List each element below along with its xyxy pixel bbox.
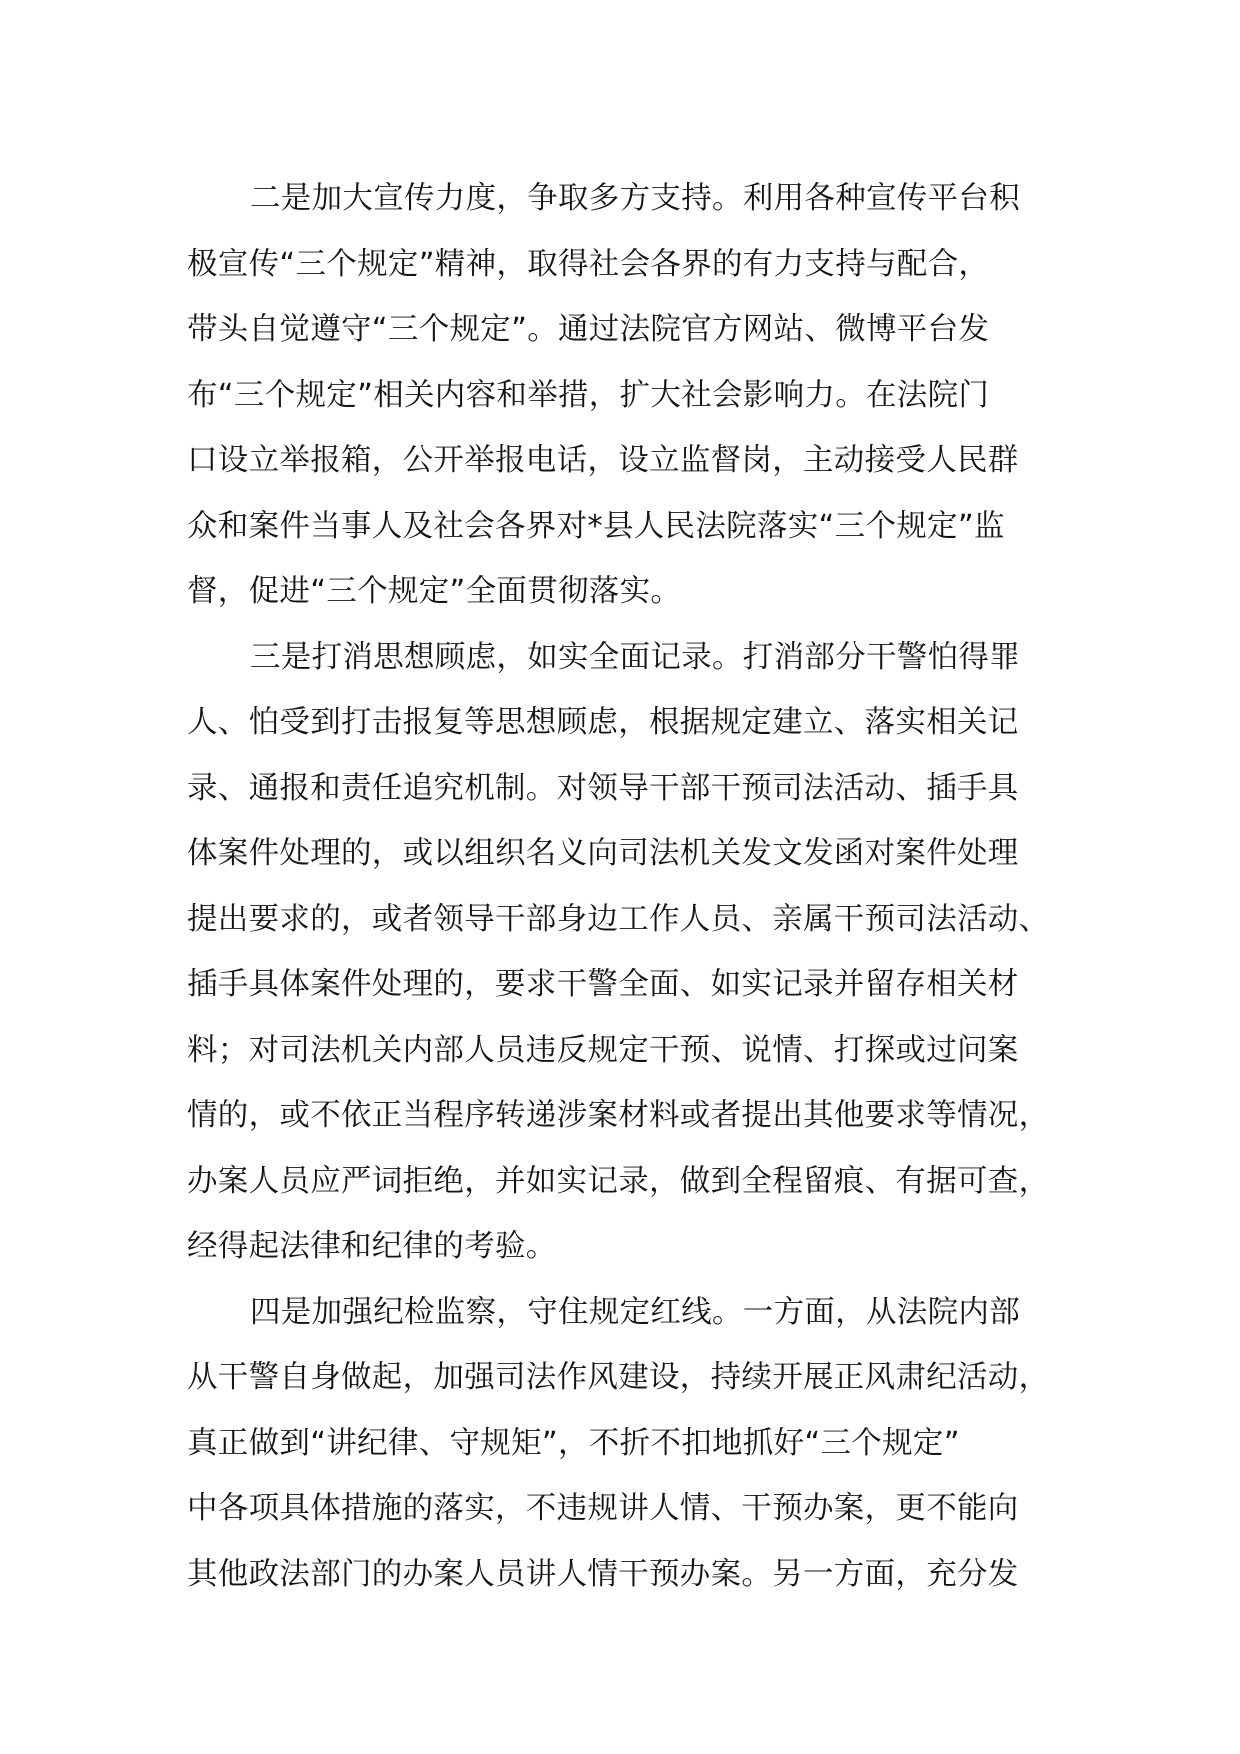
text-line: 情的，或不依正当程序转递涉案材料或者提出其他要求等情况，: [187, 1098, 1050, 1133]
text-line: 体案件处理的，或以组织名义向司法机关发文发函对案件处理: [187, 836, 1019, 871]
text-line: 录、通报和责任追究机制。对领导干部干预司法活动、插手具: [187, 770, 1019, 806]
text-line: 料；对司法机关内部人员违反规定干预、说情、打探或过问案: [187, 1032, 1019, 1068]
text-line: 经得起法律和纪律的考验。: [187, 1229, 557, 1264]
text-line: 插手具体案件处理的，要求干警全面、如实记录并留存相关材: [187, 967, 1019, 1002]
text-line: 从干警自身做起，加强司法作风建设，持续开展正风肃纪活动，: [187, 1360, 1050, 1395]
text-line: 众和案件当事人及社会各界对*县人民法院落实“三个规定”监: [187, 508, 1005, 544]
text-line: 其他政法部门的办案人员讲人情干预办案。另一方面，充分发: [187, 1556, 1019, 1592]
text-line: 口设立举报箱，公开举报电话，设立监督岗，主动接受人民群: [187, 443, 1019, 478]
text-line: 真正做到“讲纪律、守规矩”，不折不扣地抓好“三个规定”: [187, 1425, 960, 1461]
document-body: [187, 166, 1077, 1607]
text-line: 提出要求的，或者领导干部身边工作人员、亲属干预司法活动、: [187, 901, 1050, 937]
text-line: 二是加大宣传力度，争取多方支持。利用各种宣传平台积: [250, 181, 1020, 216]
text-line: 四是加强纪检监察，守住规定红线。一方面，从法院内部: [250, 1294, 1020, 1330]
text-line: 人、怕受到打击报复等思想顾虑，根据规定建立、落实相关记: [187, 705, 1019, 740]
text-line: 办案人员应严词拒绝，并如实记录，做到全程留痕、有据可查，: [187, 1163, 1050, 1199]
text-line: 督，促进“三个规定”全面贯彻落实。: [187, 574, 682, 609]
text-line: 带头自觉遵守“三个规定”。通过法院官方网站、微博平台发: [187, 312, 990, 347]
text-line: 极宣传“三个规定”精神，取得社会各界的有力支持与配合，: [187, 246, 990, 282]
text-line: 布“三个规定”相关内容和举措，扩大社会影响力。在法院门: [187, 377, 990, 413]
text-line: 三是打消思想顾虑，如实全面记录。打消部分干警怕得罪: [250, 639, 1020, 675]
text-line: 中各项具体措施的落实，不违规讲人情、干预办案，更不能向: [187, 1491, 1019, 1526]
